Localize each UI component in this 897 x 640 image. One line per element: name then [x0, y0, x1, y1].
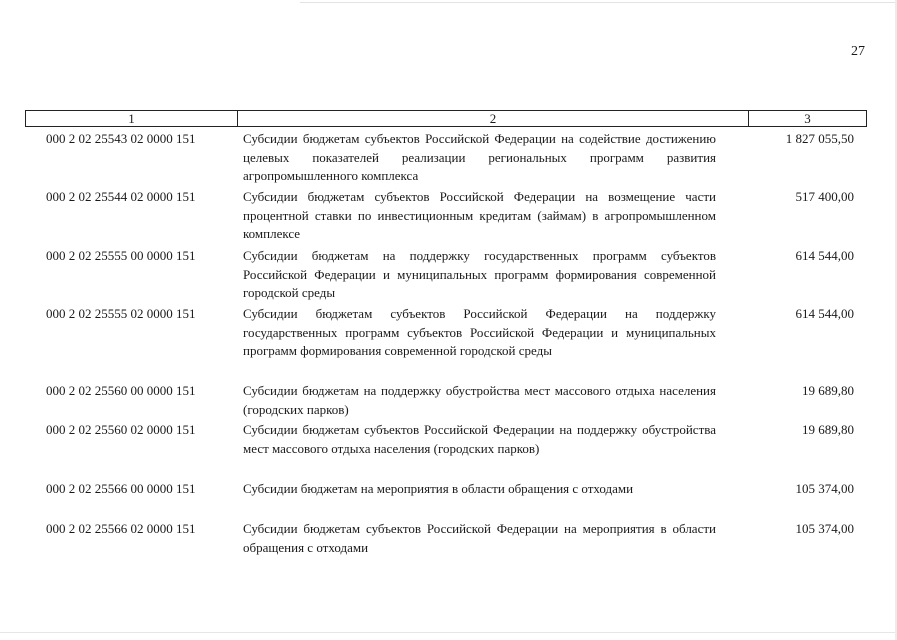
row-amount: 614 544,00	[795, 248, 854, 263]
budget-code: 000 2 02 25555 02 0000 151	[46, 306, 196, 321]
budget-code: 000 2 02 25555 00 0000 151	[46, 248, 196, 263]
budget-code: 000 2 02 25560 02 0000 151	[46, 422, 196, 437]
row-amount: 105 374,00	[795, 521, 854, 536]
column-header-3: 3	[749, 111, 867, 127]
row-description: Субсидии бюджетам субъектов Российской Федерации на содействие достижению целевых показателей реализации региональных программ развития агропромышленного комплекса	[243, 131, 716, 183]
budget-code: 000 2 02 25560 00 0000 151	[46, 383, 196, 398]
row-description: Субсидии бюджетам субъектов Российской Федерации на мероприятия в области обращения с отходами	[243, 521, 716, 555]
column-header-table	[25, 110, 867, 127]
row-amount: 19 689,80	[802, 383, 854, 398]
row-description: Субсидии бюджетам на поддержку государственных программ субъектов Российской Федерации и муниципальных программ формирования современной городской среды	[243, 248, 716, 300]
row-amount: 1 827 055,50	[785, 131, 854, 146]
row-amount: 19 689,80	[802, 422, 854, 437]
row-description: Субсидии бюджетам на мероприятия в области обращения с отходами	[243, 481, 634, 496]
row-amount: 614 544,00	[795, 306, 854, 321]
budget-code: 000 2 02 25566 02 0000 151	[46, 521, 196, 536]
budget-code: 000 2 02 25544 02 0000 151	[46, 189, 196, 204]
column-header-row	[26, 111, 867, 127]
budget-code: 000 2 02 25566 00 0000 151	[46, 481, 196, 496]
row-description: Субсидии бюджетам субъектов Российской Федерации на поддержку государственных программ субъектов Российской Федерации и муниципальных программ формирования современной городской среды	[243, 306, 716, 358]
scan-artifact-top	[300, 2, 897, 3]
row-description: Субсидии бюджетам субъектов Российской Федерации на поддержку обустройства мест массового отдыха населения (городских парков)	[243, 422, 716, 456]
row-amount: 105 374,00	[795, 481, 854, 496]
column-header-2: 2	[238, 111, 749, 127]
budget-code: 000 2 02 25543 02 0000 151	[46, 131, 196, 146]
row-description: Субсидии бюджетам на поддержку обустройства мест массового отдыха населения (городских парков)	[243, 383, 716, 417]
row-description: Субсидии бюджетам субъектов Российской Федерации на возмещение части процентной ставки по инвестиционным кредитам (займам) в агропромышленном комплексе	[243, 189, 716, 241]
row-amount: 517 400,00	[795, 189, 854, 204]
scan-artifact-bottom	[0, 632, 897, 633]
page-number: 27	[851, 44, 865, 59]
column-header-1: 1	[26, 111, 238, 127]
